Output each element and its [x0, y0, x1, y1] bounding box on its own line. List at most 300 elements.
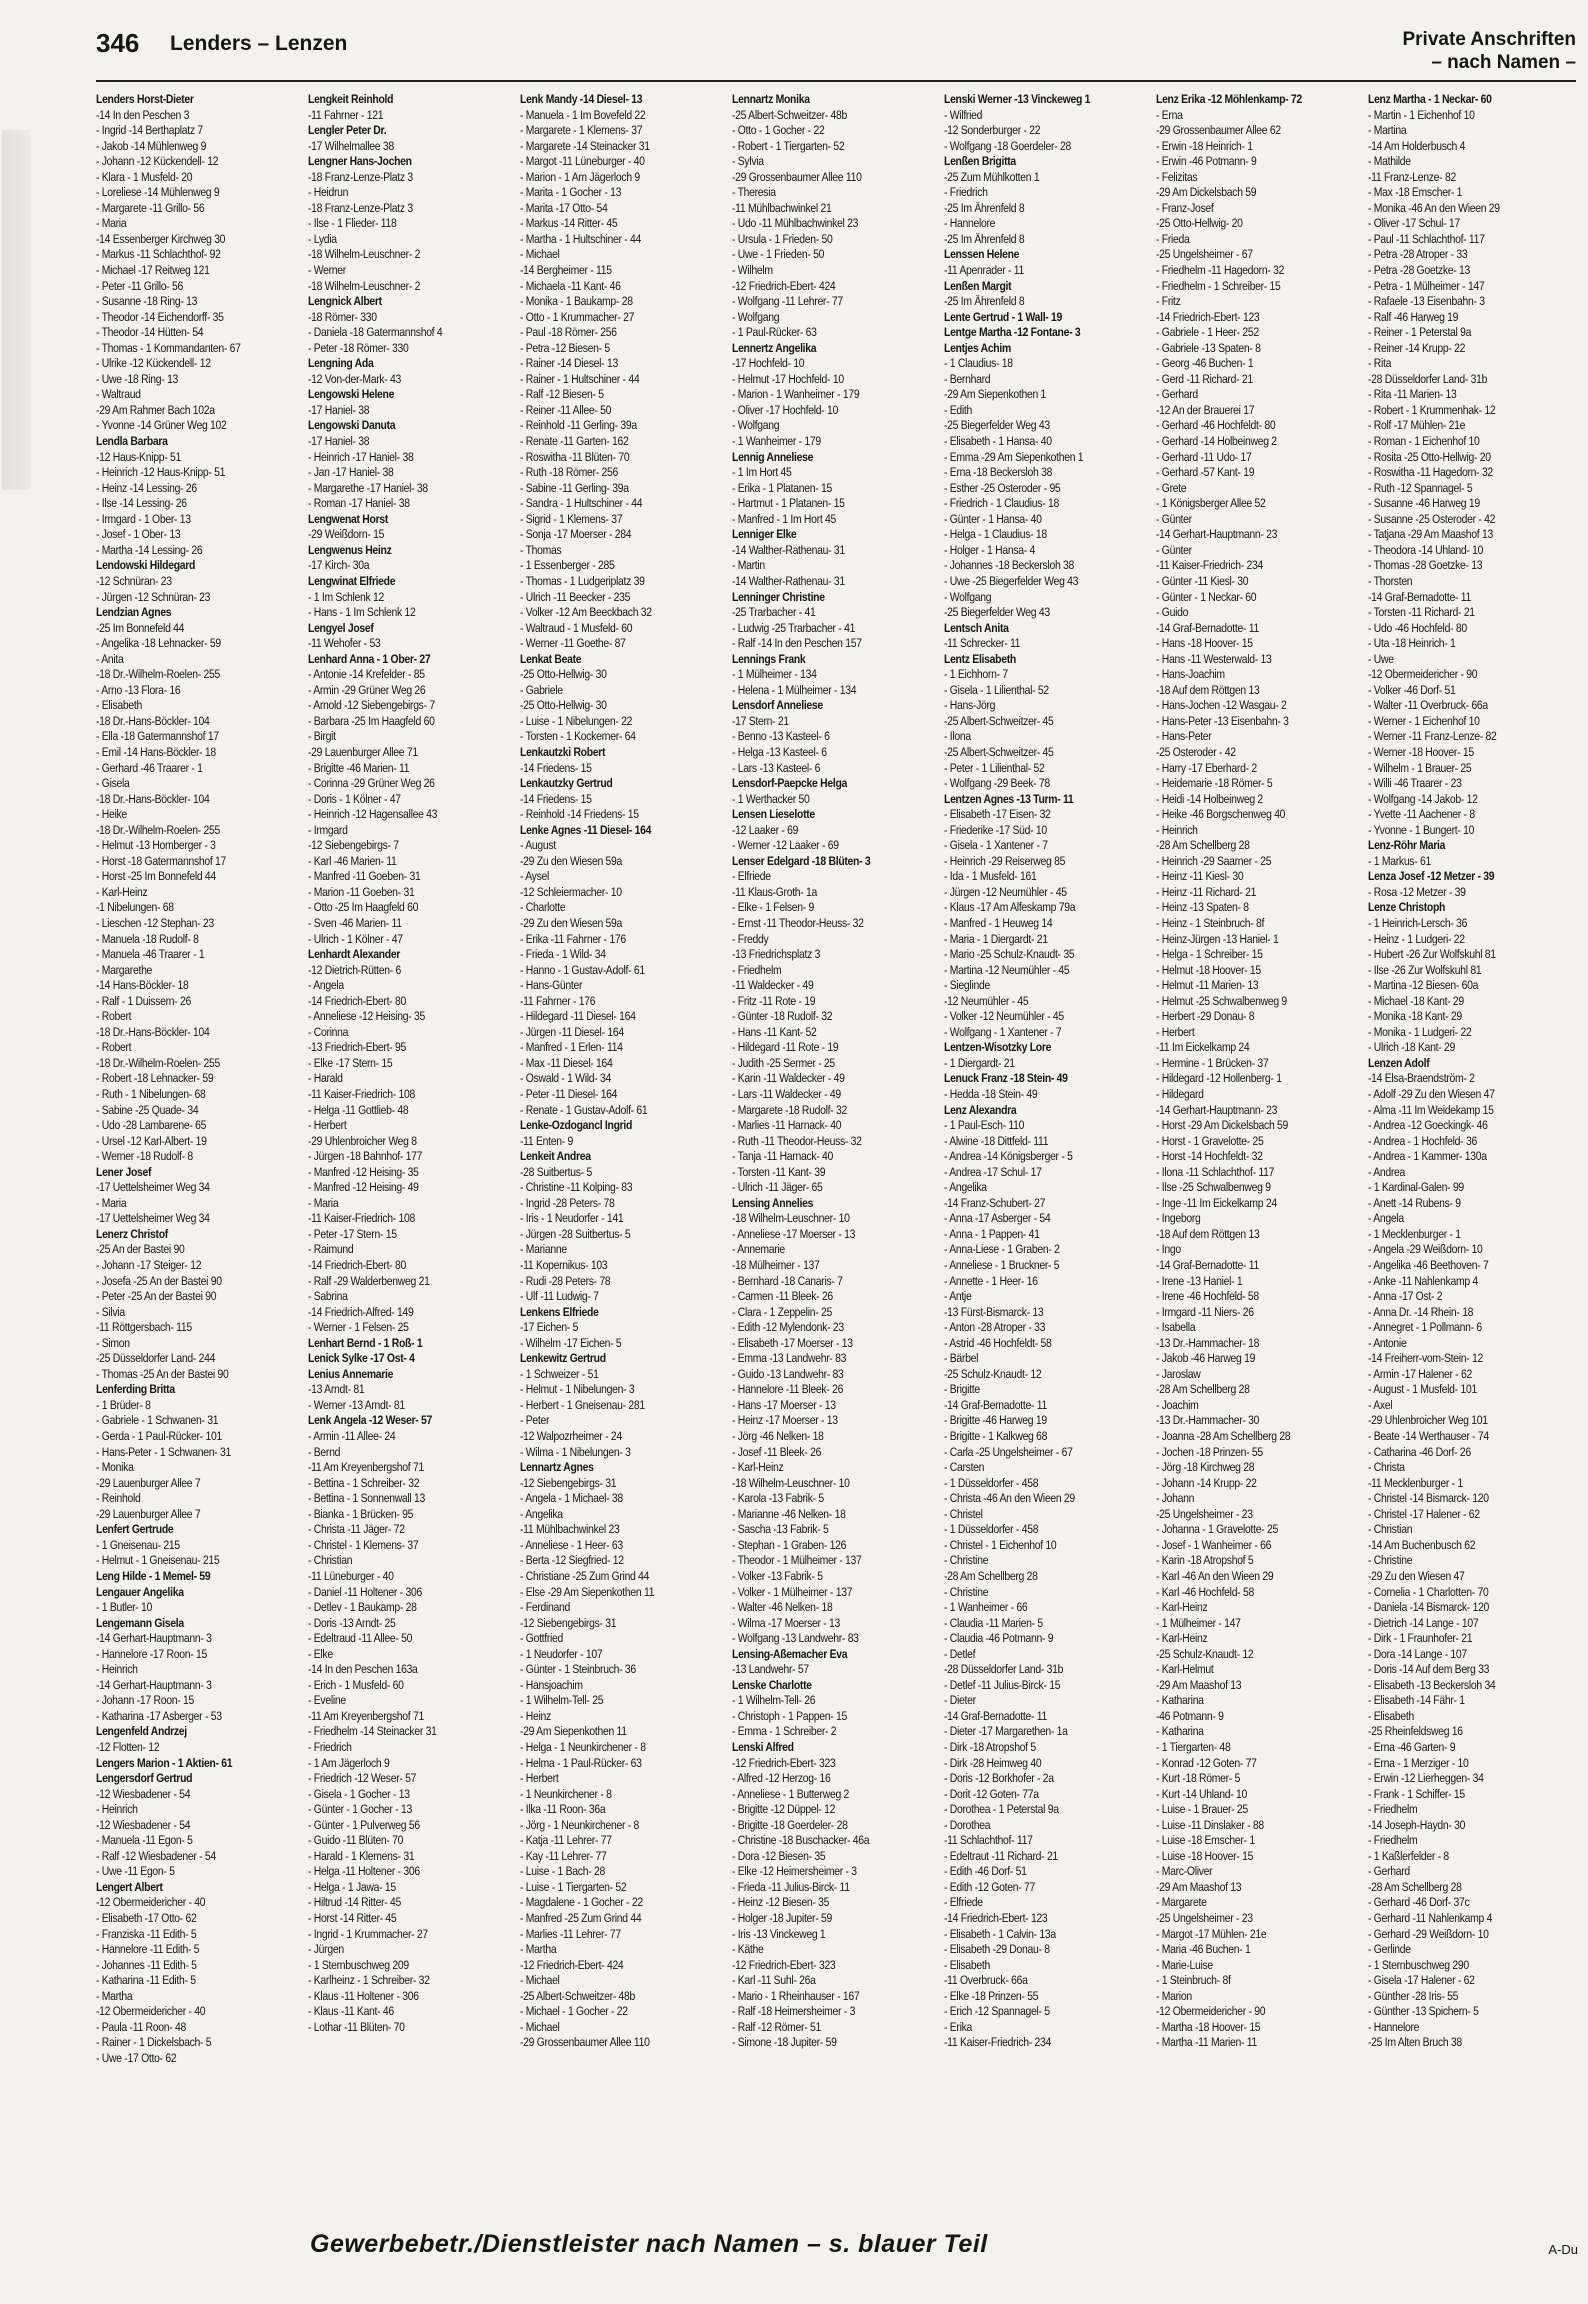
listing-line: - Erich -12 Spannagel- 5 [944, 2004, 1050, 2019]
listing-line: - Harald - 1 Klemens- 31 [308, 1848, 415, 1863]
listing-line: - Günter -18 Rudolf- 32 [732, 1009, 833, 1024]
listing-line: - 1 Kaßlerfelder - 8 [1368, 1848, 1449, 1863]
listing-line: - Martin - 1 Eichenhof 10 [1368, 107, 1475, 122]
listing-line: - Raimund [308, 1242, 354, 1257]
listing-line: - Edith [944, 402, 973, 417]
listing-line: - Sven -46 Marien- 11 [308, 915, 402, 930]
listing-line: - Oliver -17 Schul- 17 [1368, 216, 1460, 231]
listing-line: - Hans -11 Westerwald- 13 [1156, 651, 1272, 666]
listing-line: - Annemarie [732, 1242, 785, 1257]
listing-line: - Karl-Heinz [1156, 1600, 1208, 1615]
listing-line: - Johannes -18 Beckersloh 38 [944, 558, 1075, 573]
listing-line: - Irene -13 Haniel- 1 [1156, 1273, 1243, 1288]
listing-line: - Hildegard [1156, 1087, 1204, 1101]
listing-line: - Jan -17 Haniel- 38 [308, 465, 394, 480]
listing-line: - Christel -14 Bismarck- 120 [1368, 1491, 1489, 1506]
surname-entry: Lenski Werner -13 Vinckeweg 1 [944, 92, 1091, 106]
listing-line: -18 Franz-Lenze-Platz 3 [308, 169, 413, 184]
listing-line: - Karl -46 An den Wieen 29 [1156, 1568, 1274, 1583]
listing-line: - Barbara -25 Im Haagfeld 60 [308, 713, 435, 728]
listing-line: - Marc-Oliver [1156, 1864, 1213, 1879]
listing-line: - Christel -17 Halener - 62 [1368, 1506, 1480, 1521]
listing-line: - Anton -28 Atroper - 33 [944, 1320, 1046, 1335]
listing-line: - Klaus -17 Am Alfeskamp 79a [944, 900, 1076, 915]
listing-line: - Andrea - 1 Kammer- 130a [1368, 1149, 1487, 1164]
listing-line: - Ludwig -25 Trarbacher - 41 [732, 620, 856, 635]
listing-line: - Armin -29 Grüner Weg 26 [308, 682, 426, 697]
listing-line: - Marie-Luise [1156, 1957, 1213, 1972]
listing-line: - Maria [96, 1195, 127, 1210]
surname-entry: Lenza Josef -12 Metzer - 39 [1368, 869, 1495, 884]
surname-entry: Lenkens Elfriede [520, 1304, 599, 1319]
listing-line: -14 Gerhart-Hauptmann- 23 [1156, 1102, 1278, 1117]
listing-line: - Karl -46 Marien- 11 [308, 853, 397, 868]
surname-entry: Lenßen Brigitta [944, 154, 1016, 169]
listing-line: - Rita [1368, 356, 1392, 371]
listing-line: - Margot -17 Mühlen- 21e [1156, 1926, 1267, 1941]
listing-line: - Christel [944, 1506, 983, 1521]
listing-line: - Yvonne - 1 Bungert- 10 [1368, 822, 1475, 837]
listing-line: - Hans - 1 Im Schlenk 12 [308, 605, 416, 620]
listing-line: -11 Kaiser-Friedrich- 234 [1156, 558, 1263, 573]
listing-line: -14 Am Holderbusch 4 [1368, 138, 1466, 153]
surname-entry: Lengauer Angelika [96, 1584, 184, 1599]
listing-line: - Angelika [944, 1180, 987, 1195]
listing-line: - Josef - 1 Ober- 13 [96, 527, 181, 542]
listing-line: - Helga -11 Gottlieb- 48 [308, 1102, 409, 1117]
listing-line: - Uwe -25 Biegerfelder Weg 43 [944, 573, 1079, 588]
listing-line: - Christine -11 Kolping- 83 [520, 1180, 633, 1195]
listing-line: - Alma -11 Im Weidekamp 15 [1368, 1102, 1494, 1117]
listing-line: -11 Fahrner - 121 [308, 107, 384, 122]
listing-line: - 1 Düsseldorfer - 458 [944, 1475, 1039, 1490]
listing-line: - Lars -13 Kasteel- 6 [732, 760, 821, 775]
listing-line: - Ilse -14 Lessing- 26 [96, 496, 187, 511]
listing-line: - Horst - 1 Gravelotte- 25 [1156, 1133, 1264, 1148]
listing-line: - Marlies -11 Harnack- 40 [732, 1118, 842, 1133]
surname-entry: Lengenfeld Andrzej [96, 1724, 187, 1739]
listing-line: - Dieter -17 Margarethen- 1a [944, 1724, 1068, 1739]
listing-line: - 1 Claudius- 18 [944, 356, 1013, 371]
listing-line: - Berta -12 Siegfried- 12 [520, 1553, 624, 1568]
surname-entry: Lentge Martha -12 Fontane- 3 [944, 325, 1081, 340]
listing-line: -18 Dr.-Hans-Böckler- 104 [96, 1024, 210, 1039]
listing-line: - Robert [96, 1040, 132, 1055]
listing-line: - Volker -13 Fabrik- 5 [732, 1568, 823, 1583]
listing-line: - Harald [308, 1071, 343, 1086]
surname-entry: Lenke Agnes -11 Diesel- 164 [520, 822, 652, 837]
listing-line: - Hans -17 Moerser - 13 [732, 1397, 836, 1412]
surname-entry: Lenski Alfred [732, 1739, 794, 1754]
listing-line: - Hannelore -11 Bleek- 26 [732, 1382, 844, 1397]
listing-line: - Lothar -11 Blüten- 70 [308, 2019, 405, 2034]
surname-entry: Lengnick Albert [308, 294, 382, 309]
listing-line: - Heinz-Jürgen -13 Haniel- 1 [1156, 931, 1279, 946]
listing-line: - Elisabeth [96, 698, 142, 713]
listing-line: - Udo -11 Mühlbachwinkel 23 [732, 216, 859, 231]
listing-line: -12 Flotten- 12 [96, 1739, 160, 1754]
listing-line: - Waltraud [96, 387, 141, 402]
listing-line: - Petra -12 Biesen- 5 [520, 340, 610, 355]
listing-line: - Hermine - 1 Brücken- 37 [1156, 1055, 1269, 1070]
surname-entry: Lentzen-Wisotzky Lore [944, 1040, 1052, 1055]
listing-line: -12 Obermeidericher - 40 [96, 2004, 206, 2019]
surname-entry: Lenerz Christof [96, 1226, 168, 1241]
listing-line: -11 Röttgersbach- 115 [96, 1320, 192, 1335]
listing-line: - Ulrich - 1 Kölner - 47 [308, 931, 403, 946]
listing-line: -12 Neumühler - 45 [944, 993, 1029, 1008]
listing-line: - Christel - 1 Klemens- 37 [308, 1537, 419, 1552]
listing-line: - Angelika [520, 1506, 563, 1521]
listing-line: - Bärbel [944, 1351, 979, 1366]
listing-line: - Rafaele -13 Eisenbahn- 3 [1368, 294, 1485, 309]
listing-line: - Friedrich -12 Weser- 57 [308, 1771, 417, 1786]
listing-line: - Marita -17 Otto- 54 [520, 200, 608, 215]
listing-line: - Udo -46 Hochfeld- 80 [1368, 620, 1467, 635]
listing-line: -11 Franz-Lenze- 82 [1368, 169, 1456, 184]
header-rule [96, 80, 1576, 82]
listing-line: - Karl -46 Hochfeld- 58 [1156, 1584, 1254, 1599]
listing-line: -12 Walpozrheimer - 24 [520, 1429, 622, 1444]
listing-line: - 1 Wilhelm-Tell- 25 [520, 1693, 604, 1708]
listing-line: - Brigitte [944, 1382, 980, 1397]
listing-line: - 1 Gneisenau- 215 [96, 1537, 180, 1552]
surname-entry: Lenkeit Andrea [520, 1149, 591, 1164]
listing-line: -25 Albert-Schweitzer- 45 [944, 744, 1054, 759]
listing-line: - Gerhard -29 Weißdorn- 10 [1368, 1926, 1489, 1941]
listing-line: - Antonie [1368, 1335, 1407, 1350]
listing-line: - Anna Dr. -14 Rhein- 18 [1368, 1304, 1474, 1319]
surname-entry: Lensing-Aßemacher Eva [732, 1646, 848, 1661]
listing-line: - Marion - 1 Wanheimer - 179 [732, 387, 860, 402]
listing-line: - Bernhard -18 Canaris- 7 [732, 1273, 843, 1288]
listing-line: - Reiner - 1 Peterstal 9a [1368, 325, 1472, 340]
listing-line: -18 Dr.-Wilhelm-Roelen- 255 [96, 822, 220, 837]
listing-line: - Uwe [1368, 651, 1394, 666]
listing-line: - Detlef [944, 1646, 976, 1661]
surname-entry: Lentjes Achim [944, 340, 1011, 355]
listing-line: -14 Franz-Schubert- 27 [944, 1195, 1046, 1210]
listing-line: - Gisela -17 Halener - 62 [1368, 1973, 1475, 1988]
listing-line: -1 Nibelungen- 68 [96, 900, 174, 915]
listing-line: - Volker - 1 Mülheimer - 137 [732, 1584, 853, 1599]
listing-line: - Carmen -11 Bleek- 26 [732, 1289, 833, 1304]
listing-line: - Martina -12 Biesen- 60a [1368, 978, 1479, 993]
listing-line: -13 Friedrichsplatz 3 [732, 947, 821, 962]
listing-line: - Günter - 1 Hansa- 40 [944, 511, 1042, 526]
listing-line: - Elisabeth [944, 1957, 990, 1972]
listing-line: - Edeltraut -11 Richard- 21 [944, 1848, 1058, 1863]
listing-line: - Silvia [96, 1304, 125, 1319]
listing-line: -14 Joseph-Haydn- 30 [1368, 1817, 1466, 1832]
listing-line: -18 Dr.-Hans-Böckler- 104 [96, 791, 210, 806]
listing-line: - 1 Neunkirchener - 8 [520, 1786, 612, 1801]
listing-line: - Margarethe -17 Haniel- 38 [308, 480, 428, 495]
listing-line: - Werner - 1 Felsen- 25 [308, 1320, 409, 1335]
listing-line: - Margarete - 1 Klemens- 37 [520, 123, 643, 138]
listing-line: - Gerhard [1156, 387, 1198, 402]
listing-line: - Monika - 1 Ludgeri- 22 [1368, 1024, 1472, 1039]
surname-entry: Lenkat Beate [520, 651, 582, 666]
listing-line: - Andrea -17 Schul- 17 [944, 1164, 1042, 1179]
listing-line: -13 Landwehr- 57 [732, 1662, 809, 1677]
listing-line: -25 Zum Mühlkotten 1 [944, 169, 1040, 184]
listing-line: -14 Gerhart-Hauptmann- 3 [96, 1631, 212, 1646]
listing-line: - August [520, 838, 556, 853]
surname-entry: Lener Josef [96, 1164, 152, 1179]
surname-entry: Lenssen Helene [944, 247, 1020, 262]
listing-line: - Johann -17 Roon- 15 [96, 1693, 194, 1708]
listing-line: - Karlheinz - 1 Schreiber- 32 [308, 1973, 430, 1988]
listing-line: - Margarethe [96, 962, 153, 977]
listing-line: -18 Auf dem Röttgen 13 [1156, 682, 1260, 697]
listing-line: - Helmut - 1 Gneisenau- 215 [96, 1553, 220, 1568]
listing-line: -18 Dr.-Wilhelm-Roelen- 255 [96, 667, 220, 682]
listing-line: - Gerhard -57 Kant- 19 [1156, 465, 1255, 480]
listing-line: -25 An der Bastei 90 [96, 1242, 185, 1257]
listing-line: - Jochen -18 Prinzen- 55 [1156, 1444, 1263, 1459]
listing-line: - Luise - 1 Brauer- 25 [1156, 1802, 1248, 1817]
listing-line: - Josefa -25 An der Bastei 90 [96, 1273, 222, 1288]
listing-line: - Theresia [732, 185, 776, 200]
listing-line: - Renate - 1 Gustav-Adolf- 61 [520, 1102, 648, 1117]
surname-entry: Lengemann Gisela [96, 1615, 184, 1630]
listing-line: - Elisabeth [1368, 1708, 1414, 1723]
listing-line: - Helma - 1 Paul-Rücker- 63 [520, 1755, 642, 1770]
listing-line: -13 Dr.-Hammacher- 18 [1156, 1335, 1260, 1350]
listing-line: -12 Von-der-Mark- 43 [308, 371, 402, 386]
listing-line: -12 Schleiermacher- 10 [520, 884, 622, 899]
listing-line: - Erna - 1 Merziger - 10 [1368, 1755, 1469, 1770]
listing-line: - Marlies -11 Lehrer- 77 [520, 1926, 621, 1941]
listing-line: - Hans -18 Hoover- 15 [1156, 636, 1253, 651]
listing-line: - Günter [1156, 542, 1192, 557]
listing-line: - Ingrid -14 Berthaplatz 7 [96, 123, 203, 138]
listing-line: - Heike [96, 807, 127, 822]
listing-line: - Günter - 1 Gocher - 13 [308, 1802, 413, 1817]
listing-line: -28 Am Schellberg 28 [1368, 1879, 1462, 1894]
listing-line: - Margarete -14 Steinacker 31 [520, 138, 650, 153]
listing-line: -17 Haniel- 38 [308, 402, 370, 417]
listing-line: - Hans-Jochen -12 Wasgau- 2 [1156, 698, 1287, 713]
listing-line: - Anneliese - 1 Heer- 63 [520, 1537, 623, 1552]
listing-line: -11 Lüneburger - 40 [308, 1568, 394, 1583]
listing-line: - Jürgen -11 Diesel- 164 [520, 1024, 624, 1039]
listing-line: - Dora -14 Lange - 107 [1368, 1646, 1467, 1661]
listing-line: - Manfred -12 Heising- 35 [308, 1164, 419, 1179]
listing-line: - Markus -11 Schlachthof- 92 [96, 247, 221, 262]
listing-line: -14 Friedrich-Alfred- 149 [308, 1304, 414, 1319]
directory-column-6 [1156, 92, 1364, 2206]
listing-line: - Wilma - 1 Nibelungen- 3 [520, 1444, 631, 1459]
listing-line: - Christian [308, 1553, 353, 1568]
listing-line: - Theodor -14 Eichendorff- 35 [96, 309, 224, 324]
listing-line: - Michael - 1 Gocher - 22 [520, 2004, 628, 2019]
listing-line: - Joanna -28 Am Schellberg 28 [1156, 1429, 1291, 1444]
listing-line: - Uwe -11 Egon- 5 [96, 1864, 175, 1879]
listing-line: - Andrea - 1 Hochfeld- 36 [1368, 1133, 1477, 1148]
directory-column-3 [520, 92, 728, 2206]
listing-line: - Theodor - 1 Mülheimer - 137 [732, 1553, 862, 1568]
listing-line: - Beate -14 Werthauser - 74 [1368, 1429, 1489, 1444]
listing-line: -29 Grossenbaumer Allee 110 [732, 169, 862, 184]
listing-line: -18 Mülheimer - 137 [732, 1258, 820, 1273]
listing-line: -11 Waldecker - 49 [732, 978, 814, 993]
listing-line: - Johann -14 Krupp- 22 [1156, 1475, 1257, 1490]
listing-line: - Rosita -25 Otto-Hellwig- 20 [1368, 449, 1491, 464]
listing-line: - Helmut -18 Hoover- 15 [1156, 962, 1261, 977]
listing-line: - Roman - 1 Eichenhof 10 [1368, 434, 1480, 449]
listing-line: - Annette - 1 Heer- 16 [944, 1273, 1038, 1288]
listing-line: - Klara - 1 Musfeld- 20 [96, 169, 193, 184]
listing-line: - Gerhard -11 Nahlenkamp 4 [1368, 1910, 1493, 1925]
listing-line: - Christa [1368, 1460, 1405, 1475]
listing-line: - Benno -13 Kasteel- 6 [732, 729, 830, 744]
listing-line: - Arnold -12 Siebengebirgs- 7 [308, 698, 435, 713]
listing-line: - Susanne -25 Osteroder - 42 [1368, 511, 1496, 526]
listing-line: - Theodor -14 Hütten- 54 [96, 325, 204, 340]
listing-line: -25 Schulz-Knaudt- 12 [944, 1366, 1042, 1381]
listing-line: - Mathilde [1368, 154, 1411, 169]
listing-line: -11 Mecklenburger - 1 [1368, 1475, 1463, 1490]
surname-entry: Lengowski Danuta [308, 418, 396, 433]
listing-line: -14 Gerhart-Hauptmann- 23 [1156, 527, 1278, 542]
listing-line: - Martha -11 Marien- 11 [1156, 2035, 1258, 2050]
listing-line: - Martha - 1 Hultschiner - 44 [520, 231, 642, 246]
surname-entry: Lennings Frank [732, 651, 806, 666]
listing-line: - Gabriele - 1 Heer- 252 [1156, 325, 1259, 340]
listing-line: - 1 Mülheimer - 147 [1156, 1615, 1241, 1630]
scan-edge-shadow [2, 130, 30, 490]
listing-line: - Christine [1368, 1553, 1413, 1568]
surname-entry: Lenz Alexandra [944, 1102, 1017, 1117]
listing-line: -14 Freiherr-vom-Stein- 12 [1368, 1351, 1483, 1366]
listing-line: - Michael -17 Reitweg 121 [96, 263, 210, 278]
listing-line: - Paul -11 Schlachthof- 117 [1368, 231, 1485, 246]
surname-entry: Lenfert Gertrude [96, 1522, 174, 1537]
listing-line: - Marion - 1 Am Jägerloch 9 [520, 169, 640, 184]
listing-line: - Brigitte -46 Marien- 11 [308, 760, 410, 775]
listing-line: - Ernst -11 Theodor-Heuss- 32 [732, 915, 864, 930]
listing-line: -25 Biegerfelder Weg 43 [944, 418, 1050, 433]
listing-line: - Guido -11 Blüten- 70 [308, 1833, 404, 1848]
listing-line: - Andrea -12 Goeckingk- 46 [1368, 1118, 1488, 1133]
directory-column-2 [308, 92, 516, 2206]
directory-columns [96, 92, 1582, 2206]
listing-line: - Hans-Peter [1156, 729, 1212, 744]
listing-line: - Angela - 1 Michael- 38 [520, 1491, 623, 1506]
listing-line: - Peter -25 An der Bastei 90 [96, 1289, 217, 1304]
listing-line: - Ralf -12 Wiesbadener - 54 [96, 1848, 216, 1863]
listing-line: -14 Friedrich-Ebert- 80 [308, 1258, 406, 1273]
listing-line: -17 Uettelsheimer Weg 34 [96, 1211, 210, 1226]
listing-line: -18 Auf dem Röttgen 13 [1156, 1226, 1260, 1241]
listing-line: - Ilse -25 Schwalbenweg 9 [1156, 1180, 1271, 1195]
listing-line: - Elke -18 Prinzen- 55 [944, 1988, 1039, 2003]
listing-line: - Luise -18 Emscher- 1 [1156, 1833, 1255, 1848]
listing-line: - Volker -12 Am Beeckbach 32 [520, 605, 652, 620]
listing-line: - Udo -28 Lambarene- 65 [96, 1118, 207, 1133]
listing-line: - Georg -46 Buchen- 1 [1156, 356, 1254, 371]
listing-line: - Gisela [96, 776, 130, 791]
surname-entry: Lente Gertrud - 1 Wall- 19 [944, 309, 1063, 324]
listing-line: - Ferdinand [520, 1600, 570, 1615]
listing-line: - Wolfgang [944, 589, 992, 604]
listing-line: - Marianne -46 Nelken- 18 [732, 1506, 846, 1521]
listing-line: - Thomas -28 Goetzke- 13 [1368, 558, 1483, 573]
listing-line: - Roman -17 Haniel- 38 [308, 496, 410, 511]
listing-line: - Alfred -12 Herzog- 16 [732, 1771, 831, 1786]
listing-line: -14 Graf-Bernadotte- 11 [1368, 589, 1471, 604]
surname-entry: Lendzian Agnes [96, 605, 172, 620]
listing-line: - Werner -13 Arndt- 81 [308, 1397, 405, 1412]
listing-line: - Friedhelm [1368, 1833, 1418, 1848]
listing-line: - Katharina [1156, 1693, 1204, 1708]
listing-line: - Grete [1156, 480, 1187, 495]
listing-line: - Maria [308, 1195, 339, 1210]
listing-line: -14 Graf-Bernadotte- 11 [1156, 620, 1259, 635]
listing-line: - Helga - 1 Neunkirchener - 8 [520, 1739, 646, 1754]
listing-line: - Brigitte -12 Düppel- 12 [732, 1802, 836, 1817]
page-number: 346 [96, 28, 140, 58]
listing-line: - Antje [944, 1289, 972, 1304]
listing-line: - Erich - 1 Musfeld- 60 [308, 1677, 404, 1692]
listing-line: - Ulf -11 Ludwig- 7 [520, 1289, 599, 1304]
listing-line: - Christel - 1 Eichenhof 10 [944, 1537, 1057, 1552]
listing-line: -11 Schrecker- 11 [944, 636, 1021, 651]
listing-line: - 1 Sternbuschweg 290 [1368, 1957, 1469, 1972]
listing-line: -18 Dr.-Hans-Böckler- 104 [96, 713, 210, 728]
listing-line: - Martha -14 Lessing- 26 [96, 542, 203, 557]
listing-line: - Heinz - 1 Ludgeri- 22 [1368, 931, 1465, 946]
surname-entry: Lenze Christoph [1368, 900, 1446, 915]
listing-line: -25 Düsseldorfer Land- 244 [96, 1351, 216, 1366]
listing-line: - Ruth -11 Theodor-Heuss- 32 [732, 1133, 862, 1148]
listing-line: - Anna -17 Asberger - 54 [944, 1211, 1051, 1226]
listing-line: - 1 Werthacker 50 [732, 791, 810, 806]
listing-line: - Ruth - 1 Nibelungen- 68 [96, 1087, 206, 1101]
listing-line: - Manfred -11 Goeben- 31 [308, 869, 421, 884]
surname-entry: Lenke-Ozdogancl Ingrid [520, 1118, 633, 1133]
listing-line: - Carsten [944, 1460, 985, 1475]
listing-line: - Doris - 1 Kölner - 47 [308, 791, 401, 806]
surname-entry: Lengwinat Elfriede [308, 573, 396, 588]
listing-line: -25 Ungelsheimer - 67 [1156, 247, 1253, 262]
listing-line: - 1 Wilhelm-Tell- 26 [732, 1693, 816, 1708]
listing-line: - Ida - 1 Musfeld- 161 [944, 869, 1037, 884]
listing-line: - Kay -11 Lehrer- 77 [520, 1848, 607, 1863]
listing-line: - Günter - 1 Steinbruch- 36 [520, 1662, 636, 1677]
listing-line: - Otto -25 Im Haagfeld 60 [308, 900, 419, 915]
listing-line: - Ralf -12 Römer- 51 [732, 2019, 821, 2034]
listing-line: - Heinz -11 Richard- 21 [1156, 884, 1257, 899]
listing-line: -14 Gerhart-Hauptmann- 3 [96, 1677, 212, 1692]
listing-line: - Emil -14 Hans-Böckler- 18 [96, 744, 216, 759]
listing-line: - 1 Paul-Esch- 110 [944, 1118, 1025, 1133]
listing-line: - Johann -17 Steiger- 12 [96, 1258, 202, 1273]
listing-line: - Holger -18 Jupiter- 59 [732, 1910, 832, 1925]
listing-line: - Claudia -46 Potmann- 9 [944, 1631, 1054, 1646]
listing-line: -11 Kaiser-Friedrich- 108 [308, 1211, 415, 1226]
listing-line: - Robert - 1 Tiergarten- 52 [732, 138, 845, 153]
listing-line: - Robert - 1 Krummenhak- 12 [1368, 402, 1496, 417]
listing-line: -29 Am Siepenkothen 1 [944, 387, 1047, 402]
listing-line: - Werner -18 Rudolf- 8 [96, 1149, 193, 1164]
listing-line: - Elisabeth -14 Fähr- 1 [1368, 1693, 1465, 1708]
listing-line: - Heinrich -12 Hagensallee 43 [308, 807, 438, 822]
listing-line: - Ralf -18 Heimersheimer - 3 [732, 2004, 856, 2019]
listing-line: - Fritz [1156, 294, 1181, 309]
